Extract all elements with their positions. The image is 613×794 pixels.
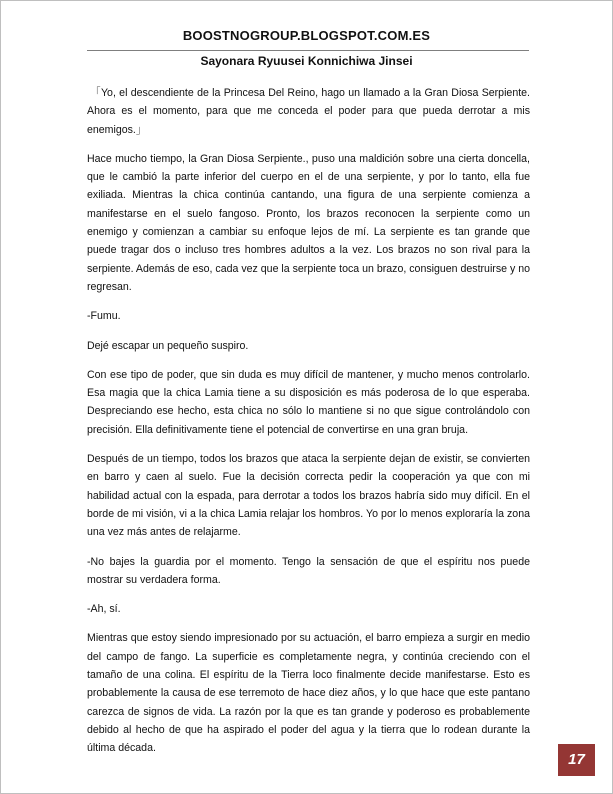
paragraph-4: Dejé escapar un pequeño suspiro.	[87, 339, 249, 352]
site-header: BOOSTNOGROUP.BLOGSPOT.COM.ES	[182, 28, 431, 43]
paragraph-9: Mientras que estoy siendo impresionado por su actuación, el barro empieza a surgir en medio del campo de fango. La superficie es completamente negra, y continúa creciendo con el tamaño de una colina. El espíritu de la Tierra loco finalmente decide manifestarse. Esto es probablemente la causa de ese terremoto de hace diez años, y lo que hace que este pantano carezca de signos de vida. La razón por la que es tan grande y poderoso es probablemente debido al hecho de que ha aspirado el poder del agua y la tierra que lo rodean durante la última década.	[87, 632, 530, 755]
page-number: 17	[558, 744, 595, 776]
paragraph-1: 「Yo, el descendiente de la Princesa Del Reino, hago un llamado a la Gran Diosa Serpiente. Ahora es el momento, para que me conceda el poder para que pueda derrotar a mis enemigos.」	[87, 87, 530, 136]
paragraph-2: Hace mucho tiempo, la Gran Diosa Serpiente., puso una maldición sobre una cierta doncella, que le cambió la parte inferior del cuerpo en el de una serpiente, y por lo tanto, ella fue exiliada. Mientras la chica continúa cantando, una figura de una serpiente comienza a manifestarse en el suelo fangoso. Pronto, los brazos reconocen la serpiente como un enemigo y comienzan a cambiar su enfoque lejos de mí. La serpiente es tan grande que puede tragar dos o incluso tres hombres adultos a la vez. Los brazos no son rival para la serpiente. Además de eso, cada vez que la serpiente toca un brazo, consiguen destruirse y no regresan.	[87, 152, 530, 293]
paragraph-7: -No bajes la guardia por el momento. Tengo la sensación de que el espíritu nos puede mostrar su verdadera forma.	[87, 555, 530, 586]
paragraph-8: -Ah, sí.	[87, 603, 121, 616]
body-text	[87, 84, 530, 769]
novel-title: Sayonara Ryuusei Konnichiwa Jinsei	[200, 54, 413, 68]
paragraph-3: -Fumu.	[87, 310, 121, 323]
paragraph-6: Después de un tiempo, todos los brazos que ataca la serpiente dejan de existir, se convierten en barro y caen al suelo. Fue la decisión correcta pedir la cooperación ya que con mi habilidad actual con la espada, para derrotar a todos los brazos habría sido muy difícil. En el borde de mi visión, vi a la chica Lamia relajar los hombros. Yo por lo menos exploraría la zona una vez más antes de relajarme.	[87, 453, 530, 539]
paragraph-5: Con ese tipo de poder, que sin duda es muy difícil de mantener, y mucho menos controlarlo. Esa magia que la chica Lamia tiene a su disposición es más poderosa de lo que esperaba. Despreciando ese hecho, esta chica no sólo lo mantiene si no que sigue controlándolo con precisión. Ella definitivamente tiene el potencial de convertirse en una gran bruja.	[87, 368, 530, 436]
header-rule	[87, 50, 529, 51]
